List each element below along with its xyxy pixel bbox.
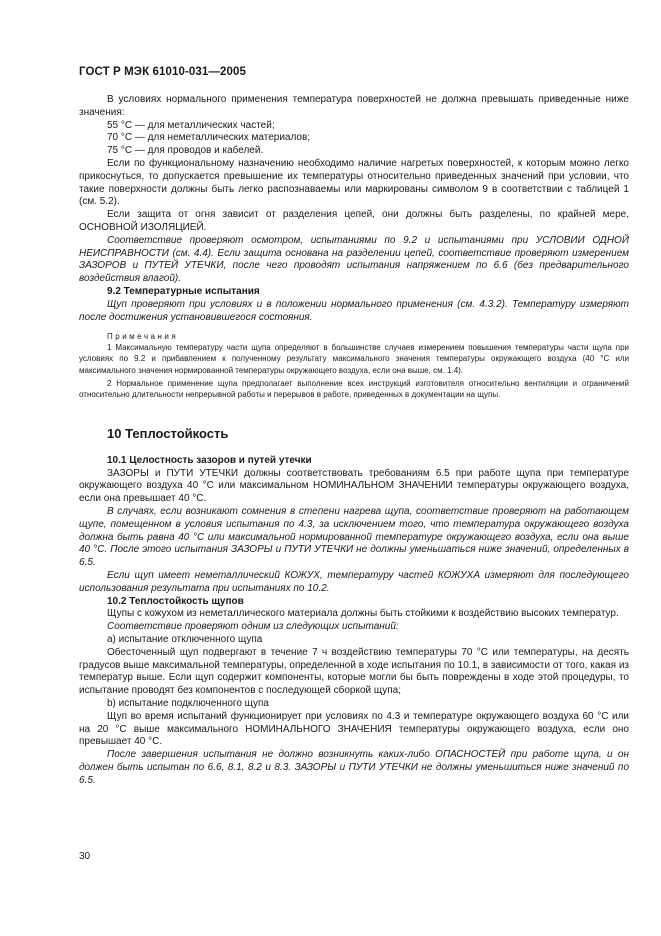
subsection-title-10-1: 10.1 Целостность зазоров и путей утечки xyxy=(107,454,312,466)
temp-item-metal: 55 °С — для металлических частей; xyxy=(107,119,275,131)
document-body xyxy=(79,94,629,788)
section-title-10: 10 Теплостойкость xyxy=(107,425,229,441)
test-item-b: b) испытание подключенного щупа xyxy=(107,697,269,709)
paragraph-test-a: Обесточенный щуп подвергают в течение 7 ч воздействию температуры 70 °С или температуры, на десять градусов выше максимальной температуры, определенной в ходе испытания по 10.1, в зависимости от того, какая из температур выше. Если щуп содержит компоненты, которые могли бы быть повреждены в ходе этой процедуры, то испытание проводят без компонентов с последующей сборкой щупа; xyxy=(79,646,629,697)
paragraph-doubt-heating: В случаях, если возникают сомнения в степени нагрева щупа, соответствие проверяют на работающем щупе, помещенном в условия испытания по 4.3, за исключением того, что температура окружающего воздуха должна быть равна 40 °С или максимальной нормированной температуре окружающего воздуха, если она выше 40 °С. После этого испытания ЗАЗОРЫ и ПУТИ УТЕЧКИ не должны уменьшаться ниже значений, определенных в 6.5. xyxy=(79,506,629,569)
paragraph-probe-conditions: Щуп проверяют при условиях и в положении нормального применения (см. 4.3.2). Температуру измеряют после достижения установившегося состояния. xyxy=(79,298,629,323)
temp-item-cables: 75 °С — для проводов и кабелей. xyxy=(107,145,264,157)
notes-heading: Примечания xyxy=(107,332,179,342)
note-1: 1 Максимальную температуру части щупа определяют в большинстве случаев измерением повышения температуры части щупа при условиях по 9.2 и прибавлением к полученному результату максимального значения температуры окружающего воздуха (40 °С или максимального значения нормированной температуры окружающего воздуха, если она выше, см. 1.4). xyxy=(79,343,629,375)
paragraph-hot-surfaces: Если по функциональному назначению необходимо наличие нагретых поверхностей, к которым можно легко прикоснуться, то допускается превышение их температуры относительно приведенных значений при условии, что такие поверхности должны быть легко распознаваемы или маркированы символом 9 в соответствии с таблицей 1 (см. 5.2). xyxy=(79,157,629,208)
paragraph-heat-resistance: Щупы с кожухом из неметаллического материала должны быть стойкими к воздействию высоких температур. xyxy=(107,608,619,620)
paragraph-compliance-9: Соответствие проверяют осмотром, испытаниями по 9.2 и испытаниями при УСЛОВИИ ОДНОЙ НЕИСПРАВНОСТИ (см. 4.4). Если защита основана на разделении цепей, соответствие проверяют измерением ЗАЗОРОВ и ПУТЕЙ УТЕЧКИ, после чего проводят испытания напряжением по 6.6 (без предварительного воздействия влагой). xyxy=(79,234,629,285)
document-header: ГОСТ Р МЭК 61010-031—2005 xyxy=(79,66,246,78)
subsection-title-10-2: 10.2 Теплостойкость щупов xyxy=(107,595,244,607)
paragraph-compliance-tests: Соответствие проверяют одним из следующих испытаний: xyxy=(107,621,399,633)
paragraph-test-b: Щуп во время испытаний функционирует при условиях по 4.3 и температуре окружающего воздуха 60 °С или на 20 °С выше максимального НОМИНАЛЬНОГО ЗНАЧЕНИЯ температуры окружающего воздуха, если оно превышает 40 °С. xyxy=(79,710,629,748)
temp-item-nonmetal: 70 °С — для неметаллических материалов; xyxy=(107,132,311,144)
paragraph-after-test: После завершения испытания не должно возникнуть каких-либо ОПАСНОСТЕЙ при работе щупа, и он должен быть испытан по 6.6, 8.1, 8.2 и 8.3. ЗАЗОРЫ и ПУТИ УТЕЧКИ не должны уменьшиться ниже значений по 6.5. xyxy=(79,749,629,786)
paragraph-fire-protection: Если защита от огня зависит от разделения цепей, они должны быть разделены, по крайней мере, ОСНОВНОЙ ИЗОЛЯЦИЕЙ. xyxy=(79,209,629,233)
test-item-a: а) испытание отключенного щупа xyxy=(107,633,263,645)
page-number: 30 xyxy=(79,851,91,862)
subsection-title-9-2: 9.2 Температурные испытания xyxy=(107,285,260,297)
paragraph-enclosure: Если щуп имеет неметаллический КОЖУХ, температуру частей КОЖУХА измеряют для последующего использования результата при испытаниях по 10.2. xyxy=(79,569,629,594)
paragraph-clearances: ЗАЗОРЫ и ПУТИ УТЕЧКИ должны соответствовать требованиям 6.5 при работе щупа при температуре окружающего воздуха 40 °С или максимальном НОМИНАЛЬНОМ ЗНАЧЕНИИ температуры окружающего воздуха, если она превышает 40 °С. xyxy=(79,467,629,505)
paragraph-temperature-limits: В условиях нормального применения температура поверхностей не должна превышать приведенные ниже значения: xyxy=(79,94,629,118)
note-2: 2 Нормальное применение щупа предполагает выполнение всех инструкций изготовителя относительно вентиляции и ограничений относительно длительности непрерывной работы и перерывов в работе, приведенных в документации на щупы. xyxy=(79,378,629,399)
